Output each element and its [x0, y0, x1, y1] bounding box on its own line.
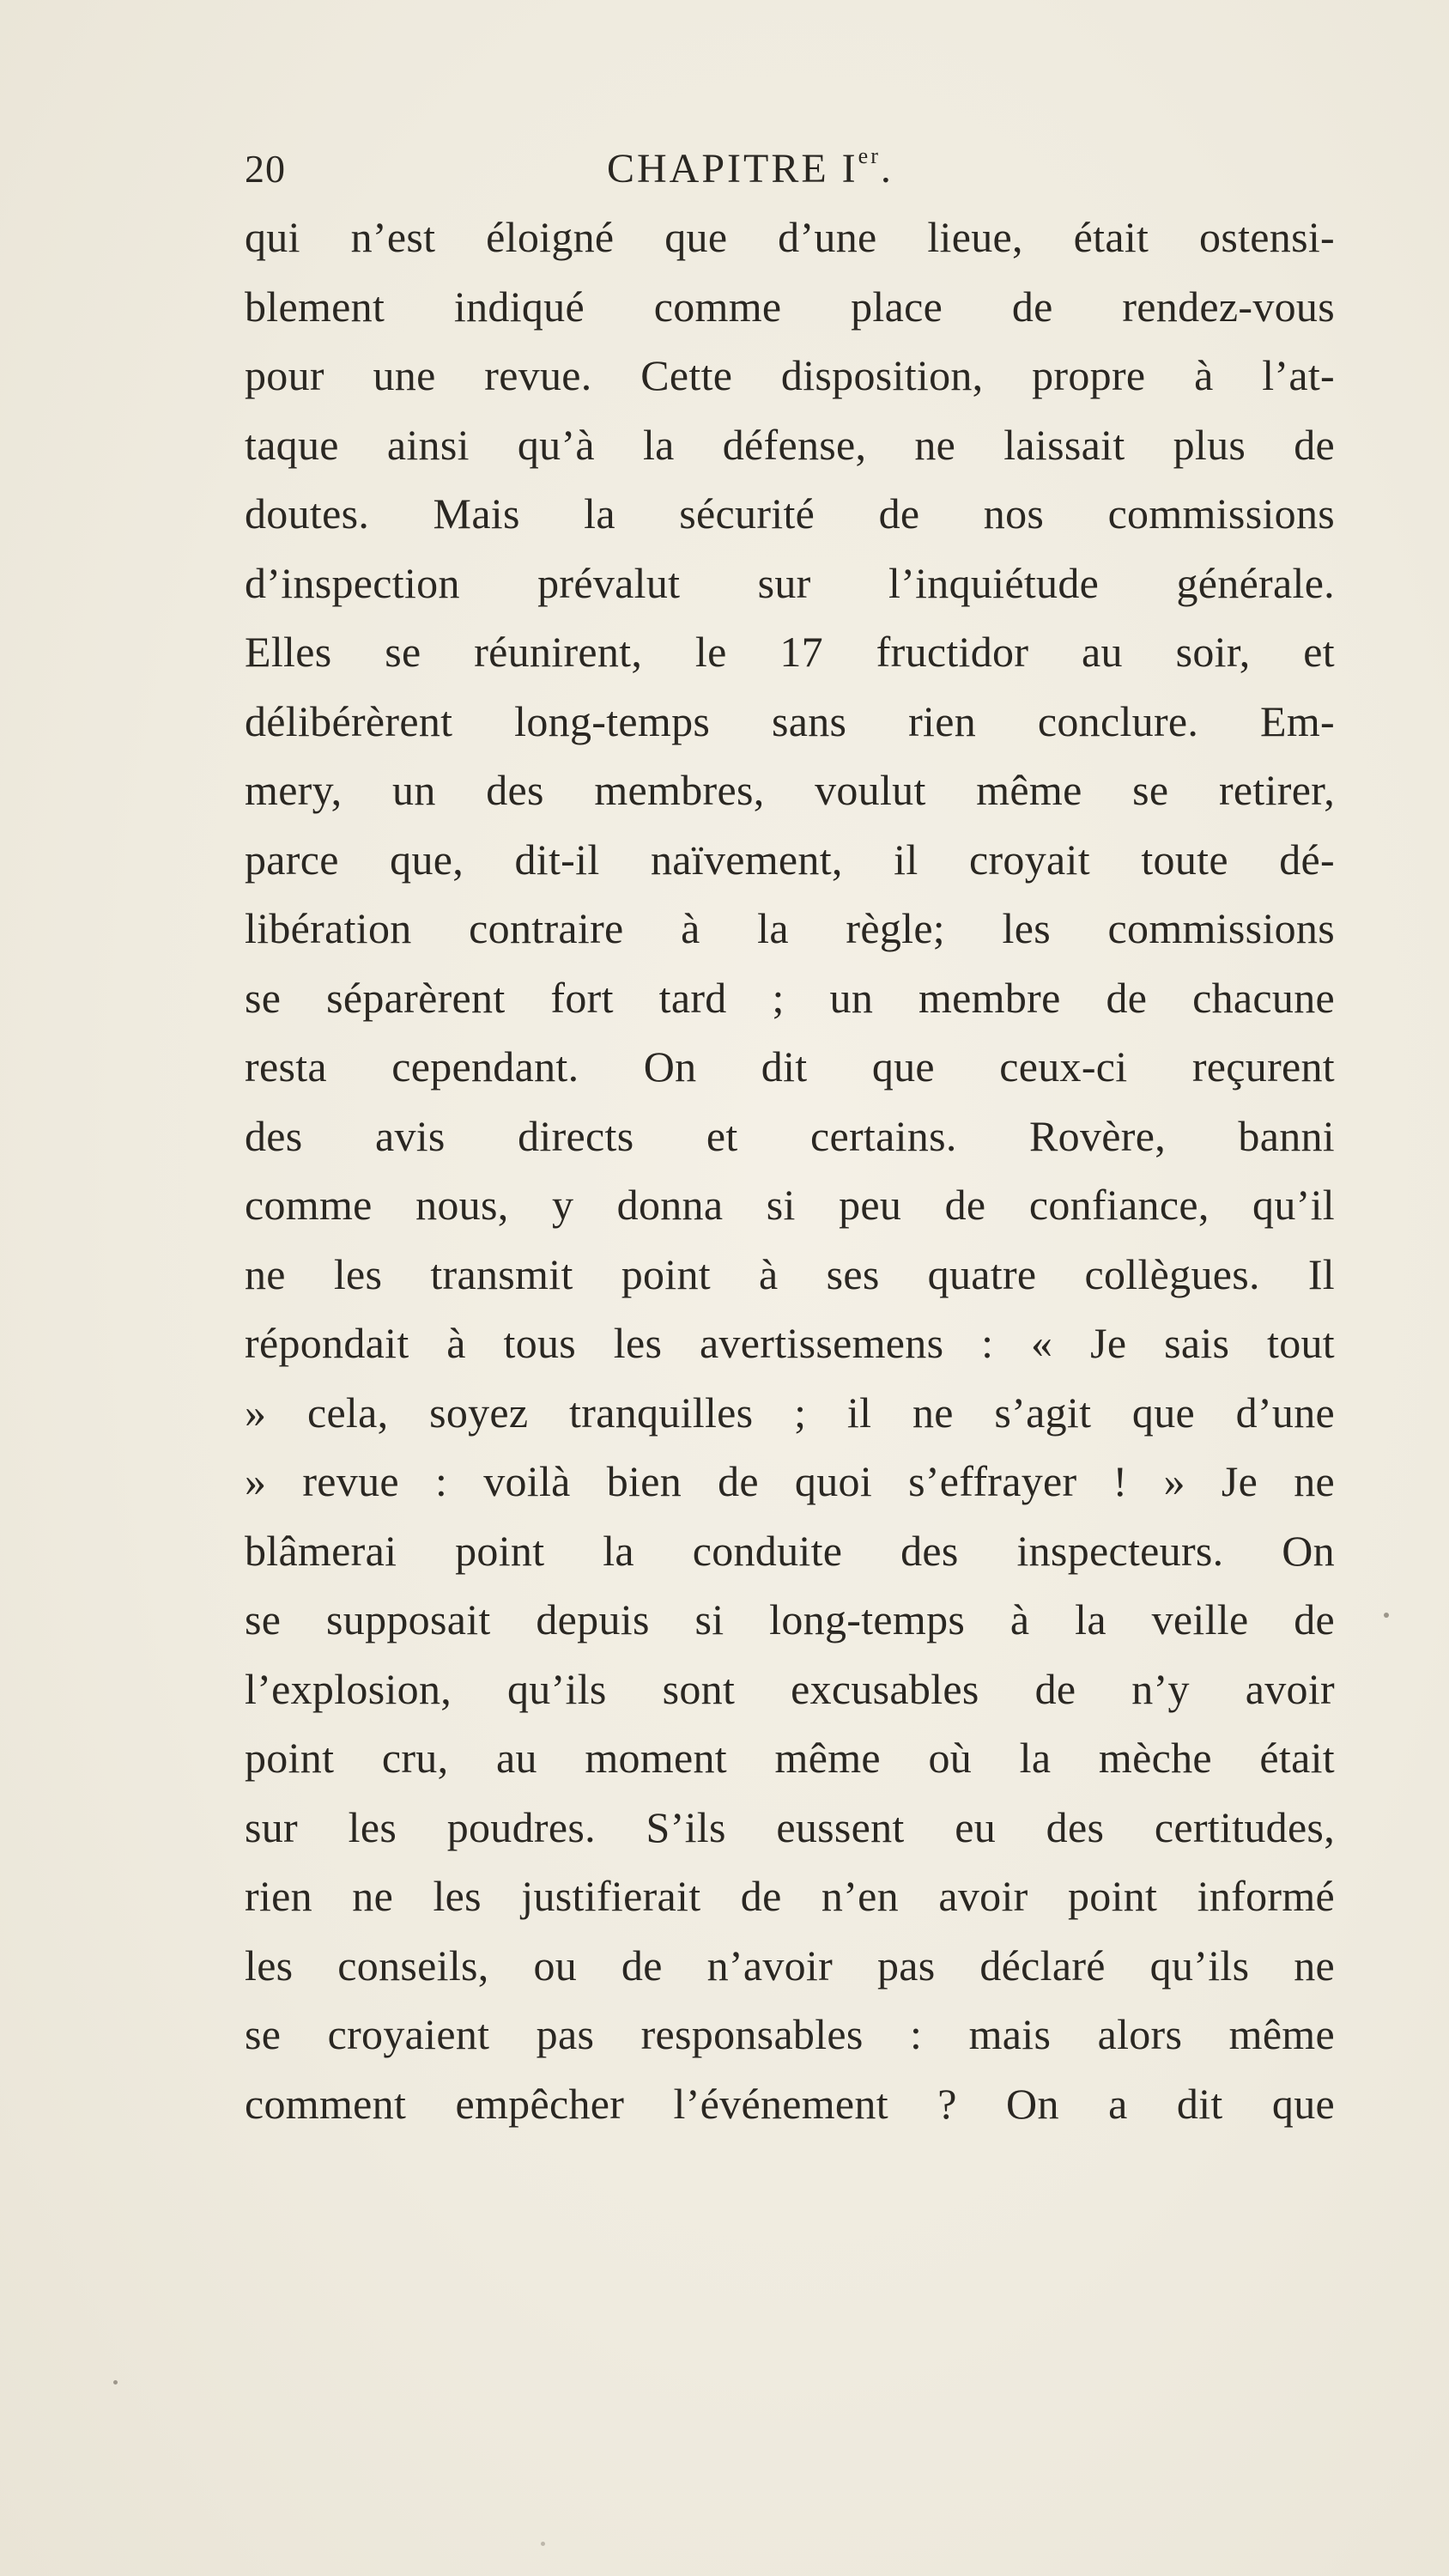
- chapter-title: [607, 139, 894, 199]
- text-line: mery, un des membres, voulut même se retirer,: [245, 766, 1335, 814]
- text-line: délibérèrent long-temps sans rien conclure. Em-: [245, 696, 1335, 745]
- text-line: comment empêcher l’événement ? On a dit que: [245, 2079, 1335, 2128]
- text-line: d’inspection prévalut sur l’inquiétude générale.: [245, 558, 1335, 607]
- text-line: parce que, dit-il naïvement, il croyait toute dé-: [245, 835, 1335, 884]
- chapter-title-text: CHAPITRE I: [607, 146, 858, 191]
- text-line: comme nous, y donna si peu de confiance, qu’il: [245, 1181, 1335, 1229]
- text-line: des avis directs et certains. Rovère, banni: [245, 1111, 1335, 1160]
- paper-speck: [541, 2542, 545, 2546]
- text-line: rien ne les justifierait de n’en avoir point informé: [245, 1872, 1335, 1920]
- body-text: [245, 203, 1335, 2138]
- running-head: [245, 139, 1335, 199]
- text-line: libération contraire à la règle; les commissions: [245, 904, 1335, 952]
- text-line: point cru, au moment même où la mèche était: [245, 1734, 1335, 1782]
- text-line: pour une revue. Cette disposition, propre à l’at-: [245, 351, 1335, 399]
- text-line: » cela, soyez tranquilles ; il ne s’agit que d’une: [245, 1388, 1335, 1437]
- text-line: Elles se réunirent, le 17 fructidor au soir, et: [245, 628, 1335, 676]
- text-line: les conseils, ou de n’avoir pas déclaré qu’ils ne: [245, 1941, 1335, 1990]
- text-line: se croyaient pas responsables : mais alors même: [245, 2010, 1335, 2058]
- chapter-title-period: .: [880, 146, 894, 191]
- text-line: blement indiqué comme place de rendez-vous: [245, 282, 1335, 331]
- paper-speck: [1384, 1613, 1389, 1618]
- text-line: » revue : voilà bien de quoi s’effrayer ! » Je ne: [245, 1457, 1335, 1505]
- text-line: se supposait depuis si long-temps à la veille de: [245, 1595, 1335, 1643]
- text-line: se séparèrent fort tard ; un membre de chacune: [245, 973, 1335, 1022]
- text-line: taque ainsi qu’à la défense, ne laissait plus de: [245, 420, 1335, 469]
- text-line: répondait à tous les avertissemens : « Je sais tout: [245, 1319, 1335, 1367]
- text-line: l’explosion, qu’ils sont excusables de n’y avoir: [245, 1664, 1335, 1713]
- page-number: 20: [245, 147, 286, 191]
- text-line: doutes. Mais la sécurité de nos commissions: [245, 489, 1335, 538]
- text-line: blâmerai point la conduite des inspecteurs. On: [245, 1526, 1335, 1575]
- chapter-title-suffix: er: [858, 143, 881, 168]
- text-line: resta cependant. On dit que ceux-ci reçurent: [245, 1042, 1335, 1091]
- text-line: sur les poudres. S’ils eussent eu des certitudes,: [245, 1802, 1335, 1851]
- text-line: qui n’est éloigné que d’une lieue, était ostensi-: [245, 213, 1335, 261]
- text-line: ne les transmit point à ses quatre collègues. Il: [245, 1249, 1335, 1298]
- paper-speck: [113, 2380, 118, 2385]
